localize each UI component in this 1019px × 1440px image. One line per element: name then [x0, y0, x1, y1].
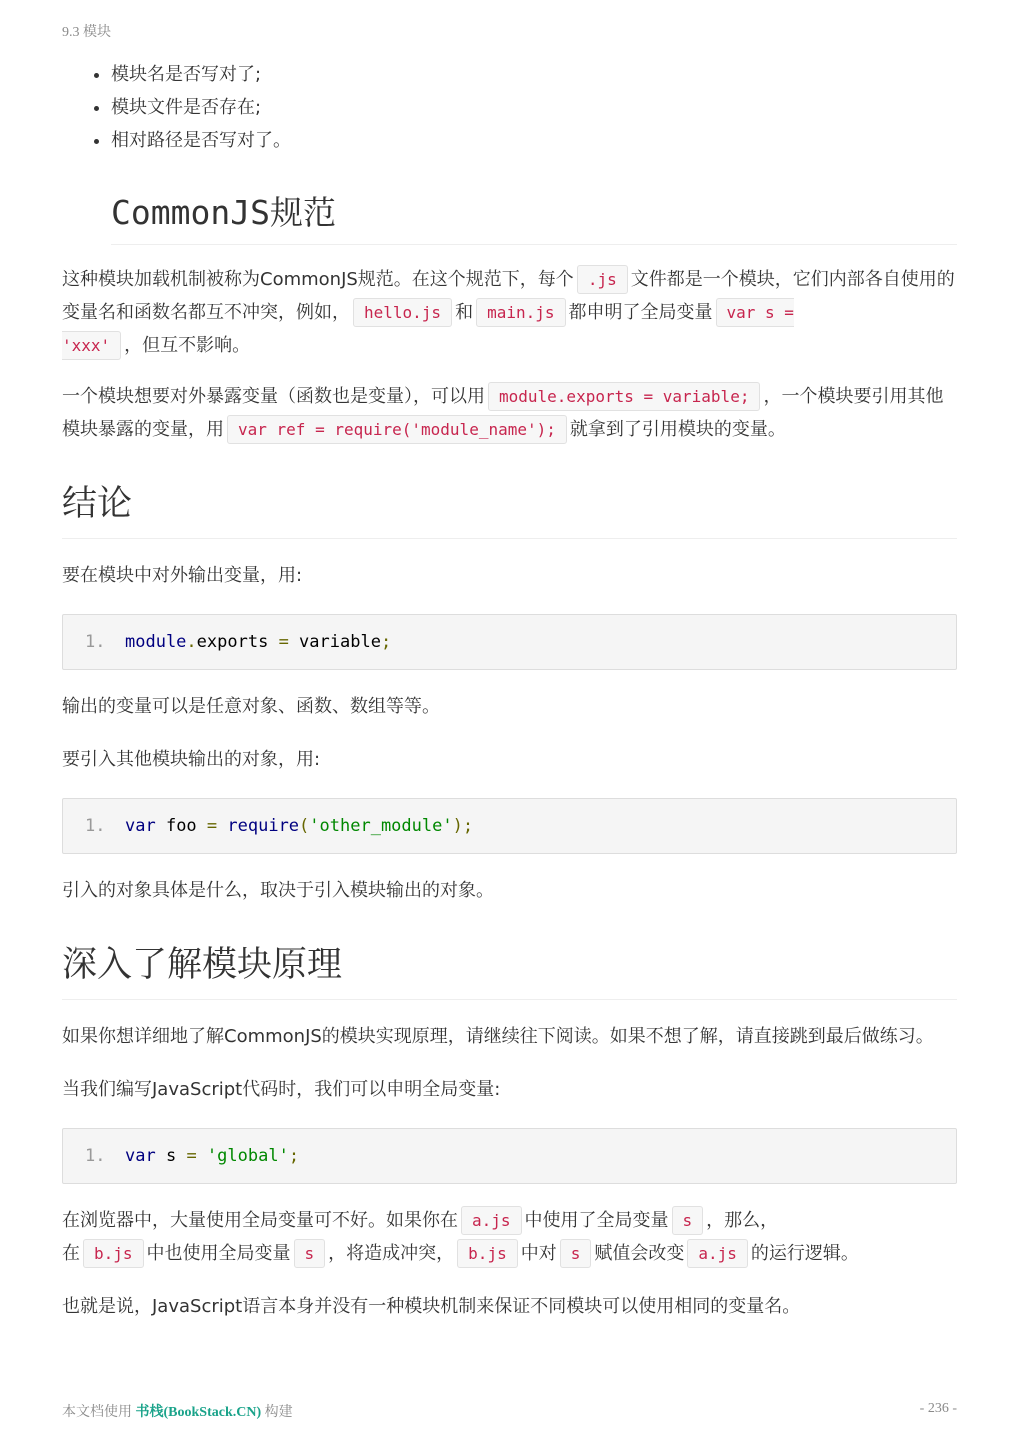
inline-code: hello.js — [353, 298, 452, 327]
list-item: • 模块文件是否存在; — [111, 91, 957, 124]
footer-credit: 本文档使用 书栈(BookStack.CN) 构建 — [62, 1405, 293, 1420]
list-item: • 相对路径是否写对了。 — [111, 124, 957, 157]
paragraph-deep-intro: 如果你想详细地了解CommonJS的模块实现原理，请继续往下阅读。如果不想了解，请直接跳到最后做练习。 — [62, 1026, 934, 1047]
inline-code: .js — [577, 265, 628, 294]
page-header: 9.3 模块 — [62, 25, 111, 40]
footer-brand-link[interactable]: 书栈(BookStack.CN) — [135, 1405, 262, 1420]
code-block-exports: 1. module.exports = variable; — [62, 614, 957, 670]
inline-code: main.js — [476, 298, 565, 327]
paragraph-export-types: 输出的变量可以是任意对象、函数、数组等等。 — [62, 696, 440, 717]
inline-code: s — [672, 1206, 704, 1235]
paragraph-export-how: 要在模块中对外输出变量，用: — [62, 565, 303, 586]
heading-commonjs: CommonJS规范 — [111, 187, 957, 245]
inline-code: var s = — [716, 298, 794, 327]
inline-code: s — [294, 1239, 326, 1268]
paragraph-import-how: 要引入其他模块输出的对象，用: — [62, 749, 321, 770]
inline-code: 'xxx' — [62, 331, 121, 360]
heading-conclusion: 结论 — [62, 476, 957, 539]
paragraph-global-vars: 当我们编写JavaScript代码时，我们可以申明全局变量: — [62, 1079, 501, 1100]
inline-code: a.js — [461, 1206, 522, 1235]
paragraph-import-result: 引入的对象具体是什么，取决于引入模块输出的对象。 — [62, 880, 494, 901]
inline-code: var ref = require('module_name'); — [227, 415, 567, 444]
document-body — [62, 58, 957, 1323]
list-item: • 模块名是否写对了; — [111, 58, 957, 91]
code-block-require: 1. var foo = require('other_module'); — [62, 798, 957, 854]
inline-code: b.js — [83, 1239, 144, 1268]
paragraph-commonjs-intro: 这种模块加载机制被称为CommonJS规范。在这个规范下，每个 .js 文件都是一个模块，它们内部各自使用的变量名和函数名都互不冲突，例如， hello.js 和 main.js 都申明了全局变量 var s = 'xxx' ，但互不影响。 — [62, 263, 957, 362]
page-number: - 236 - — [919, 1401, 957, 1416]
paragraph-exports: 一个模块想要对外暴露变量（函数也是变量），可以用 module.exports = variable; ，一个模块要引用其他模块暴露的变量，用 var ref = require('module_name'); 就拿到了引用模块的变量。 — [62, 380, 957, 446]
code-block-global: 1. var s = 'global'; — [62, 1128, 957, 1184]
heading-deep-dive: 深入了解模块原理 — [62, 937, 957, 1000]
inline-code: b.js — [457, 1239, 518, 1268]
checklist — [62, 58, 957, 157]
paragraph-no-module-system: 也就是说，JavaScript语言本身并没有一种模块机制来保证不同模块可以使用相同的变量名。 — [62, 1296, 801, 1317]
inline-code: module.exports = variable; — [488, 382, 760, 411]
inline-code: a.js — [687, 1239, 748, 1268]
inline-code: s — [560, 1239, 592, 1268]
paragraph-browser-conflict: 在浏览器中，大量使用全局变量可不好。如果你在 a.js 中使用了全局变量 s ，那么， 在 b.js 中也使用全局变量 s ，将造成冲突， b.js 中对 s 赋值会改变 a.js 的运行逻辑。 — [62, 1204, 957, 1270]
